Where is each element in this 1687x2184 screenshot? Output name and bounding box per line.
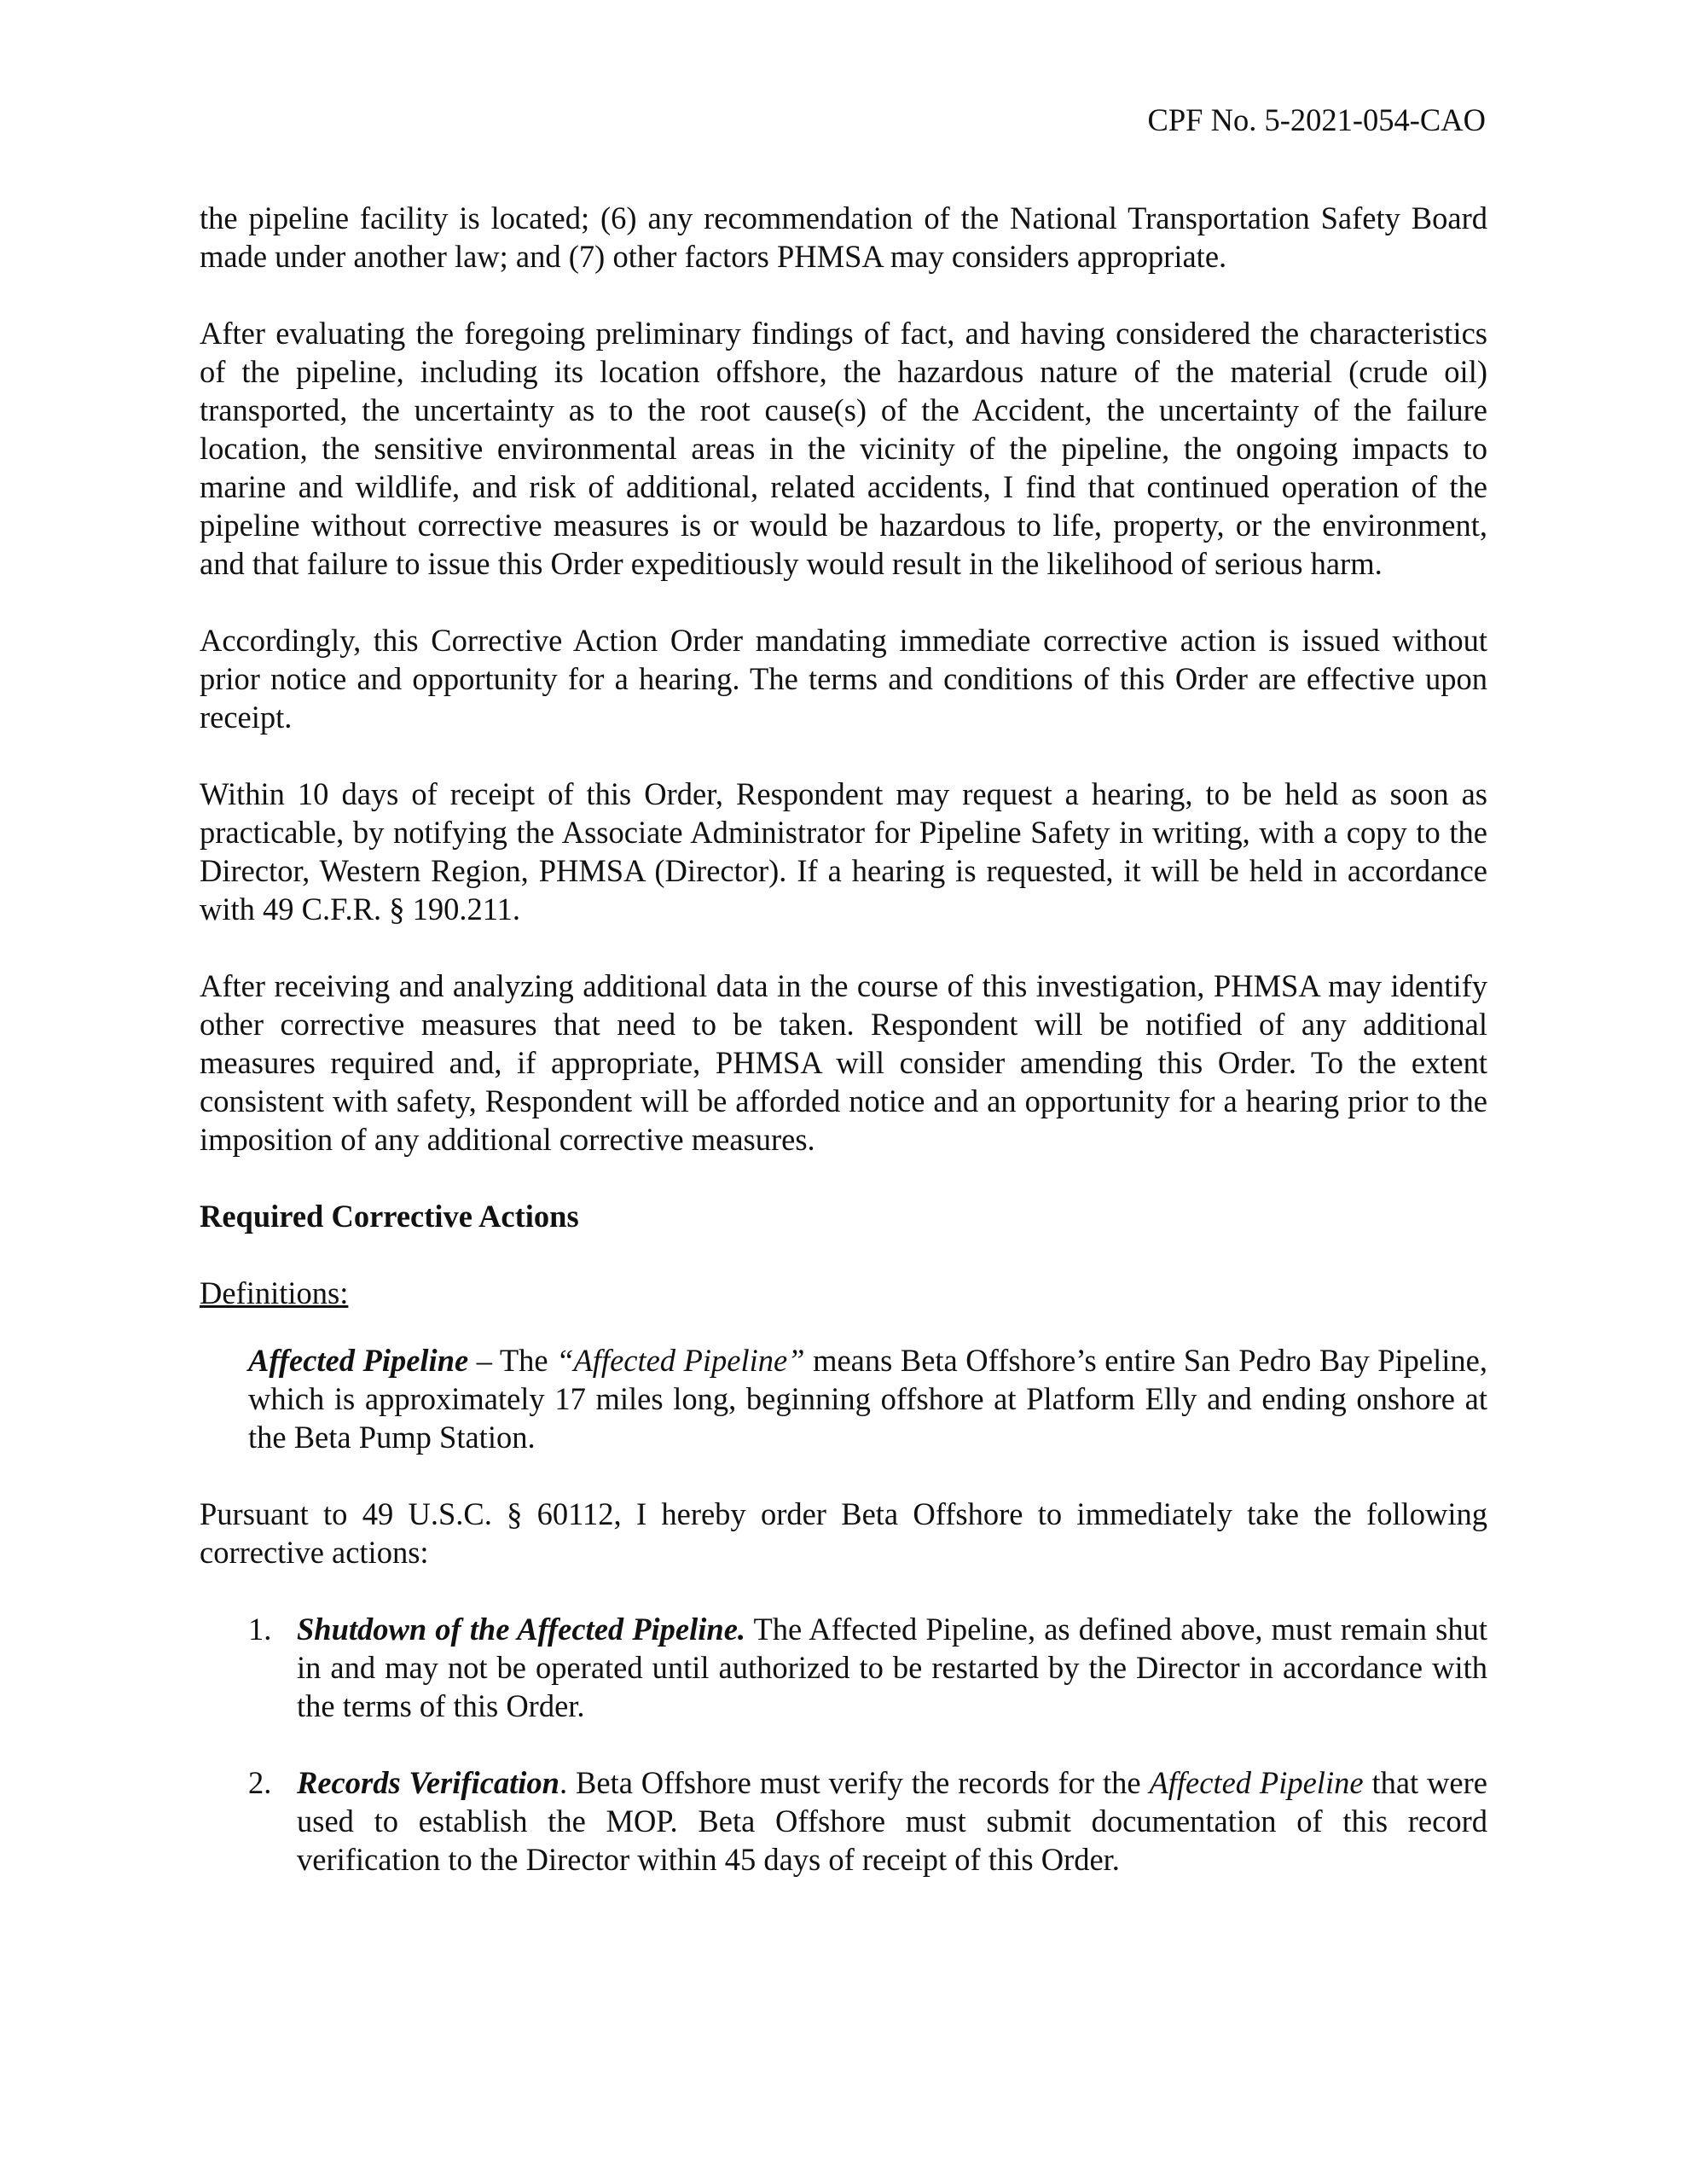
definition-text: means Beta Offshore’s entire San Pedro Bay Pipeline, which is approximately 17 miles long, beginning offshore at Platform Elly and ending onshore at the Beta Pump Station. xyxy=(248,1343,1487,1455)
section-heading-required-actions: Required Corrective Actions xyxy=(200,1199,579,1234)
corrective-actions-list xyxy=(200,1610,1487,1879)
paragraph-factors-continued: the pipeline facility is located; (6) any recommendation of the National Transportation Safety Board made under another law; and (7) other factors PHMSA may considers appropriate. xyxy=(200,200,1487,274)
definition-dash: – The xyxy=(468,1343,557,1378)
action-text: The Affected Pipeline, as defined above, must remain shut in and may not be operated until authorized to be restarted by the Director in accordance with the terms of this Order. xyxy=(297,1612,1487,1723)
corrective-action-item xyxy=(200,1610,1487,1725)
cpf-number-header: CPF No. 5-2021-054-CAO xyxy=(1147,102,1486,137)
corrective-action-item xyxy=(200,1763,1487,1879)
document-body xyxy=(200,199,1487,1917)
action-text-after: that were used to establish the MOP. Beta Offshore must submit documentation of this record verification to the Director within 45 days of receipt of this Order. xyxy=(297,1765,1487,1877)
definition-affected-pipeline xyxy=(248,1341,1487,1456)
paragraph-order-issued: Accordingly, this Corrective Action Order mandating immediate corrective action is issued without prior notice and opportunity for a hearing. The terms and conditions of this Order are effective upon receipt. xyxy=(200,623,1487,735)
action-text: . Beta Offshore must verify the records for the xyxy=(559,1765,1150,1800)
action-title: Records Verification xyxy=(297,1765,559,1800)
paragraph-pursuant: Pursuant to 49 U.S.C. § 60112, I hereby order Beta Offshore to immediately take the following corrective actions: xyxy=(200,1496,1487,1570)
action-number: 2. xyxy=(248,1765,272,1800)
action-number: 1. xyxy=(248,1612,272,1647)
definition-quoted-term: “Affected Pipeline” xyxy=(556,1343,805,1378)
action-italic-term: Affected Pipeline xyxy=(1149,1765,1364,1800)
paragraph-hearing-request: Within 10 days of receipt of this Order, Respondent may request a hearing, to be held as soon as practicable, by notifying the Associate Administrator for Pipeline Safety in writing, with a copy to the Director, Western Region, PHMSA (Director). If a hearing is requested, it will be held in accordance with 49 C.F.R. § 190.211. xyxy=(200,776,1487,926)
action-title: Shutdown of the Affected Pipeline. xyxy=(297,1612,746,1647)
definitions-label: Definitions: xyxy=(200,1275,349,1310)
paragraph-findings: After evaluating the foregoing preliminary findings of fact, and having considered the characteristics of the pipeline, including its location offshore, the hazardous nature of the material (crude oil) transported, the uncertainty as to the root cause(s) of the Accident, the uncertainty of the failure location, the sensitive environmental areas in the vicinity of the pipeline, the ongoing impacts to marine and wildlife, and risk of additional, related accidents, I find that continued operation of the pipeline without corrective measures is or would be hazardous to life, property, or the environment, and that failure to issue this Order expeditiously would result in the likelihood of serious harm. xyxy=(200,316,1487,581)
paragraph-additional-measures: After receiving and analyzing additional data in the course of this investigation, PHMSA may identify other corrective measures that need to be taken. Respondent will be notified of any additional measures required and, if appropriate, PHMSA will consider amending this Order. To the extent consistent with safety, Respondent will be afforded notice and an opportunity for a hearing prior to the imposition of any additional corrective measures. xyxy=(200,968,1487,1157)
definition-term: Affected Pipeline xyxy=(248,1343,469,1378)
